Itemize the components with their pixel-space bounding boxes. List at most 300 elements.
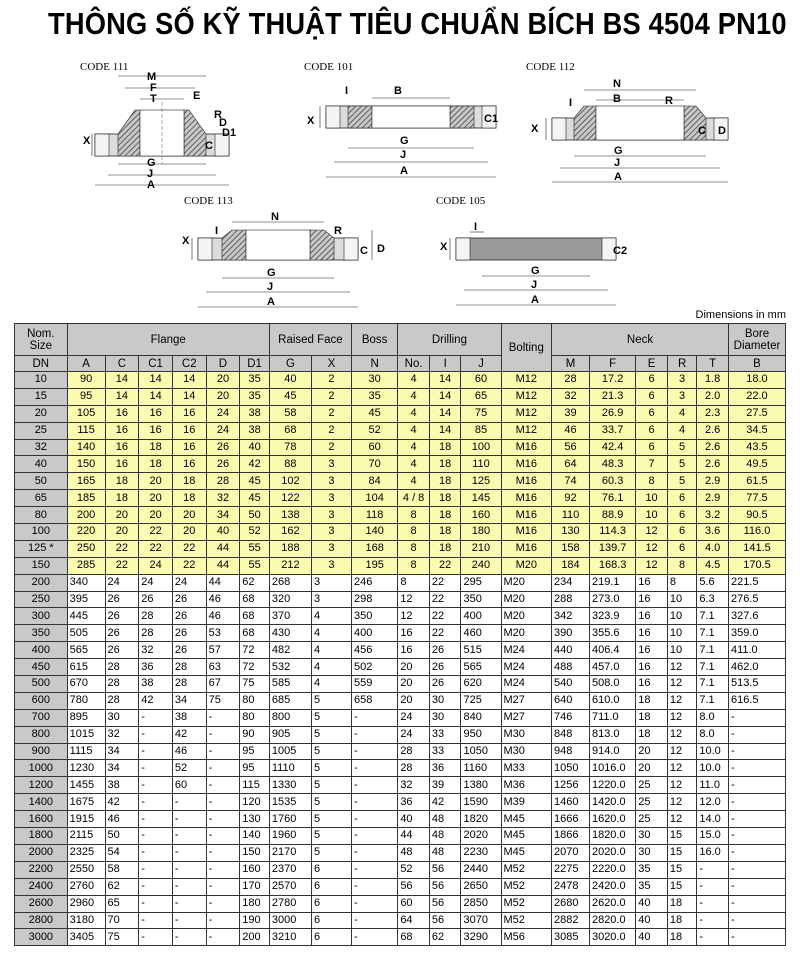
cell-d: - bbox=[206, 878, 240, 895]
cell-a: 2960 bbox=[67, 895, 105, 912]
diagram-label-d1: D1 bbox=[222, 127, 237, 139]
cell-f: 2220.0 bbox=[589, 861, 635, 878]
cell-g: 78 bbox=[269, 439, 311, 456]
cell-b: - bbox=[728, 709, 785, 726]
cell-c2: 14 bbox=[172, 372, 206, 389]
cell-t: 16.0 bbox=[697, 844, 729, 861]
cell-no: 40 bbox=[398, 811, 430, 828]
cell-c: 42 bbox=[105, 794, 139, 811]
header-nom-size: Nom. Size bbox=[15, 324, 68, 356]
col-t: T bbox=[697, 356, 729, 372]
table-row bbox=[15, 811, 786, 828]
cell-n: 52 bbox=[351, 422, 397, 439]
cell-c2: - bbox=[172, 878, 206, 895]
cell-d: - bbox=[206, 929, 240, 946]
cell-g: 122 bbox=[269, 490, 311, 507]
cell-x: 5 bbox=[311, 777, 351, 794]
cell-a: 1015 bbox=[67, 726, 105, 743]
cell-x: 4 bbox=[311, 608, 351, 625]
cell-t: 2.6 bbox=[697, 456, 729, 473]
diagram-label-i: I bbox=[569, 97, 573, 109]
cell-n: 60 bbox=[351, 439, 397, 456]
cell-r: 6 bbox=[667, 507, 696, 524]
cell-a: 90 bbox=[67, 372, 105, 389]
cell-a: 395 bbox=[67, 591, 105, 608]
cell-i: 48 bbox=[429, 828, 461, 845]
col-d1: D1 bbox=[240, 356, 270, 372]
cell-bolting: M12 bbox=[501, 372, 552, 389]
cell-i: 14 bbox=[429, 372, 461, 389]
cell-b: 141.5 bbox=[728, 540, 785, 557]
cell-n: - bbox=[351, 709, 397, 726]
diagram-code-111-name: CODE 111 bbox=[80, 61, 129, 73]
cell-no: 4 bbox=[398, 439, 430, 456]
cell-t: 4.0 bbox=[697, 540, 729, 557]
cell-f: 33.7 bbox=[589, 422, 635, 439]
cell-c: 54 bbox=[105, 844, 139, 861]
cell-x: 6 bbox=[311, 912, 351, 929]
cell-a: 780 bbox=[67, 692, 105, 709]
cell-c1: - bbox=[139, 895, 173, 912]
cell-d: - bbox=[206, 760, 240, 777]
cell-n: 456 bbox=[351, 642, 397, 659]
cell-i: 42 bbox=[429, 794, 461, 811]
cell-m: 130 bbox=[552, 524, 590, 541]
cell-x: 3 bbox=[311, 456, 351, 473]
cell-bolting: M16 bbox=[501, 439, 552, 456]
cell-c1: - bbox=[139, 709, 173, 726]
cell-c2: 28 bbox=[172, 659, 206, 676]
diagram-label-a: A bbox=[531, 294, 539, 306]
cell-m: 1866 bbox=[552, 828, 590, 845]
cell-m: 110 bbox=[552, 507, 590, 524]
cell-b: - bbox=[728, 794, 785, 811]
table-row bbox=[15, 422, 786, 439]
cell-dn: 2600 bbox=[15, 895, 68, 912]
cell-c: 65 bbox=[105, 895, 139, 912]
diagram-label-x: X bbox=[307, 115, 315, 127]
cell-n: - bbox=[351, 811, 397, 828]
cell-m: 46 bbox=[552, 422, 590, 439]
cell-e: 16 bbox=[636, 608, 668, 625]
cell-c2: 14 bbox=[172, 388, 206, 405]
table-row bbox=[15, 929, 786, 946]
cell-t: 11.0 bbox=[697, 777, 729, 794]
cell-a: 2760 bbox=[67, 878, 105, 895]
cell-no: 16 bbox=[398, 625, 430, 642]
cell-t: 14.0 bbox=[697, 811, 729, 828]
cell-t: - bbox=[697, 929, 729, 946]
cell-g: 1330 bbox=[269, 777, 311, 794]
cell-r: 4 bbox=[667, 422, 696, 439]
cell-dn: 1400 bbox=[15, 794, 68, 811]
cell-n: 195 bbox=[351, 557, 397, 574]
cell-d1: 95 bbox=[240, 743, 270, 760]
cell-no: 4 bbox=[398, 456, 430, 473]
table-row bbox=[15, 760, 786, 777]
cell-no: 56 bbox=[398, 878, 430, 895]
cell-c2: - bbox=[172, 895, 206, 912]
cell-g: 188 bbox=[269, 540, 311, 557]
cell-d1: 40 bbox=[240, 439, 270, 456]
cell-m: 1256 bbox=[552, 777, 590, 794]
cell-f: 813.0 bbox=[589, 726, 635, 743]
col-i: I bbox=[429, 356, 461, 372]
cell-f: 219.1 bbox=[589, 574, 635, 591]
cell-m: 342 bbox=[552, 608, 590, 625]
cell-t: 2.3 bbox=[697, 405, 729, 422]
cell-g: 532 bbox=[269, 659, 311, 676]
cell-j: 620 bbox=[461, 676, 501, 693]
cell-e: 16 bbox=[636, 676, 668, 693]
cell-m: 2478 bbox=[552, 878, 590, 895]
cell-b: 327.6 bbox=[728, 608, 785, 625]
cell-no: 4 bbox=[398, 372, 430, 389]
cell-i: 36 bbox=[429, 760, 461, 777]
cell-dn: 1200 bbox=[15, 777, 68, 794]
header-neck: Neck bbox=[552, 324, 729, 356]
cell-c: 34 bbox=[105, 743, 139, 760]
table-row bbox=[15, 878, 786, 895]
cell-t: 7.1 bbox=[697, 676, 729, 693]
cell-c1: 14 bbox=[139, 388, 173, 405]
cell-e: 25 bbox=[636, 777, 668, 794]
cell-i: 30 bbox=[429, 692, 461, 709]
cell-x: 5 bbox=[311, 692, 351, 709]
diagram-label-e: E bbox=[193, 90, 201, 102]
cell-c2: - bbox=[172, 811, 206, 828]
cell-bolting: M12 bbox=[501, 422, 552, 439]
cell-m: 32 bbox=[552, 388, 590, 405]
cell-d: 75 bbox=[206, 692, 240, 709]
cell-d: 34 bbox=[206, 507, 240, 524]
cell-c: 26 bbox=[105, 642, 139, 659]
cell-f: 2020.0 bbox=[589, 844, 635, 861]
cell-d1: 45 bbox=[240, 490, 270, 507]
cell-i: 26 bbox=[429, 676, 461, 693]
col-c: C bbox=[105, 356, 139, 372]
cell-x: 6 bbox=[311, 878, 351, 895]
cell-f: 3020.0 bbox=[589, 929, 635, 946]
cell-j: 725 bbox=[461, 692, 501, 709]
cell-g: 800 bbox=[269, 709, 311, 726]
cell-g: 2570 bbox=[269, 878, 311, 895]
cell-i: 56 bbox=[429, 878, 461, 895]
cell-e: 12 bbox=[636, 524, 668, 541]
cell-x: 4 bbox=[311, 642, 351, 659]
cell-t: 1.8 bbox=[697, 372, 729, 389]
cell-a: 565 bbox=[67, 642, 105, 659]
cell-x: 6 bbox=[311, 929, 351, 946]
cell-m: 848 bbox=[552, 726, 590, 743]
cell-dn: 200 bbox=[15, 574, 68, 591]
cell-m: 948 bbox=[552, 743, 590, 760]
cell-m: 488 bbox=[552, 659, 590, 676]
cell-dn: 900 bbox=[15, 743, 68, 760]
cell-c1: 32 bbox=[139, 642, 173, 659]
cell-dn: 1600 bbox=[15, 811, 68, 828]
diagram-code-105 bbox=[436, 195, 627, 306]
cell-t: 7.1 bbox=[697, 659, 729, 676]
cell-x: 2 bbox=[311, 439, 351, 456]
diagram-label-b: B bbox=[394, 85, 402, 97]
cell-d1: 115 bbox=[240, 777, 270, 794]
cell-g: 58 bbox=[269, 405, 311, 422]
table-row bbox=[15, 490, 786, 507]
cell-c2: 26 bbox=[172, 625, 206, 642]
cell-e: 40 bbox=[636, 912, 668, 929]
cell-no: 4 / 8 bbox=[398, 490, 430, 507]
cell-a: 3180 bbox=[67, 912, 105, 929]
diagram-code-111 bbox=[80, 61, 236, 191]
cell-f: 1016.0 bbox=[589, 760, 635, 777]
cell-dn: 10 bbox=[15, 372, 68, 389]
cell-bolting: M24 bbox=[501, 676, 552, 693]
cell-a: 2115 bbox=[67, 828, 105, 845]
cell-x: 3 bbox=[311, 473, 351, 490]
cell-t: - bbox=[697, 861, 729, 878]
cell-x: 3 bbox=[311, 540, 351, 557]
cell-c1: - bbox=[139, 743, 173, 760]
cell-j: 1160 bbox=[461, 760, 501, 777]
cell-b: 77.5 bbox=[728, 490, 785, 507]
cell-e: 20 bbox=[636, 760, 668, 777]
cell-c1: 22 bbox=[139, 540, 173, 557]
cell-dn: 450 bbox=[15, 659, 68, 676]
diagram-label-g: G bbox=[614, 145, 623, 157]
diagram-label-c: C bbox=[360, 245, 368, 257]
cell-no: 4 bbox=[398, 473, 430, 490]
header-bore-diameter: Bore Diameter bbox=[728, 324, 785, 356]
cell-c2: 16 bbox=[172, 456, 206, 473]
table-row bbox=[15, 861, 786, 878]
cell-b: - bbox=[728, 811, 785, 828]
cell-r: 12 bbox=[667, 794, 696, 811]
cell-a: 115 bbox=[67, 422, 105, 439]
cell-j: 125 bbox=[461, 473, 501, 490]
cell-r: 12 bbox=[667, 777, 696, 794]
cell-d: 26 bbox=[206, 456, 240, 473]
cell-r: 5 bbox=[667, 456, 696, 473]
cell-d: 28 bbox=[206, 473, 240, 490]
diagram-code-101-labels bbox=[307, 85, 498, 177]
cell-d: 53 bbox=[206, 625, 240, 642]
cell-i: 26 bbox=[429, 659, 461, 676]
cell-e: 16 bbox=[636, 625, 668, 642]
cell-bolting: M20 bbox=[501, 625, 552, 642]
cell-a: 445 bbox=[67, 608, 105, 625]
cell-d1: 55 bbox=[240, 540, 270, 557]
cell-n: 400 bbox=[351, 625, 397, 642]
cell-c1: - bbox=[139, 861, 173, 878]
cell-f: 610.0 bbox=[589, 692, 635, 709]
cell-m: 1460 bbox=[552, 794, 590, 811]
cell-d: 44 bbox=[206, 557, 240, 574]
cell-x: 5 bbox=[311, 709, 351, 726]
cell-t: 7.1 bbox=[697, 642, 729, 659]
cell-c1: 24 bbox=[139, 574, 173, 591]
cell-a: 505 bbox=[67, 625, 105, 642]
cell-g: 320 bbox=[269, 591, 311, 608]
cell-e: 6 bbox=[636, 439, 668, 456]
cell-i: 18 bbox=[429, 456, 461, 473]
cell-f: 323.9 bbox=[589, 608, 635, 625]
cell-n: - bbox=[351, 878, 397, 895]
cell-i: 14 bbox=[429, 405, 461, 422]
cell-e: 12 bbox=[636, 557, 668, 574]
cell-d: 32 bbox=[206, 490, 240, 507]
cell-x: 2 bbox=[311, 405, 351, 422]
cell-dn: 400 bbox=[15, 642, 68, 659]
cell-d1: 38 bbox=[240, 405, 270, 422]
cell-c1: 14 bbox=[139, 372, 173, 389]
cell-b: 18.0 bbox=[728, 372, 785, 389]
cell-c1: 28 bbox=[139, 625, 173, 642]
cell-x: 6 bbox=[311, 895, 351, 912]
cell-i: 18 bbox=[429, 540, 461, 557]
cell-bolting: M16 bbox=[501, 456, 552, 473]
cell-d1: 35 bbox=[240, 388, 270, 405]
cell-c: 22 bbox=[105, 557, 139, 574]
cell-e: 16 bbox=[636, 574, 668, 591]
cell-a: 285 bbox=[67, 557, 105, 574]
cell-c1: 16 bbox=[139, 422, 173, 439]
cell-c2: 60 bbox=[172, 777, 206, 794]
cell-i: 56 bbox=[429, 912, 461, 929]
diagram-label-j: J bbox=[147, 168, 154, 180]
col-b: B bbox=[728, 356, 785, 372]
cell-c: 30 bbox=[105, 709, 139, 726]
cell-j: 2850 bbox=[461, 895, 501, 912]
cell-t: 7.1 bbox=[697, 625, 729, 642]
cell-d1: 80 bbox=[240, 692, 270, 709]
cell-c: 34 bbox=[105, 760, 139, 777]
table-row bbox=[15, 743, 786, 760]
cell-g: 1960 bbox=[269, 828, 311, 845]
cell-no: 8 bbox=[398, 524, 430, 541]
cell-m: 64 bbox=[552, 456, 590, 473]
diagram-label-i: I bbox=[215, 225, 219, 237]
diagram-code-105-labels bbox=[440, 221, 627, 306]
cell-d1: 180 bbox=[240, 895, 270, 912]
cell-bolting: M30 bbox=[501, 743, 552, 760]
diagram-label-n: N bbox=[613, 78, 621, 90]
diagram-label-x: X bbox=[182, 235, 190, 247]
diagram-label-a: A bbox=[267, 296, 275, 308]
cell-g: 905 bbox=[269, 726, 311, 743]
cell-x: 5 bbox=[311, 844, 351, 861]
cell-b: 49.5 bbox=[728, 456, 785, 473]
cell-c1: 22 bbox=[139, 524, 173, 541]
cell-c: 18 bbox=[105, 473, 139, 490]
cell-a: 1675 bbox=[67, 794, 105, 811]
cell-c: 18 bbox=[105, 490, 139, 507]
cell-n: - bbox=[351, 777, 397, 794]
cell-j: 180 bbox=[461, 524, 501, 541]
cell-i: 22 bbox=[429, 557, 461, 574]
cell-c: 22 bbox=[105, 540, 139, 557]
cell-c1: - bbox=[139, 760, 173, 777]
cell-e: 10 bbox=[636, 490, 668, 507]
col-m: M bbox=[552, 356, 590, 372]
cell-f: 21.3 bbox=[589, 388, 635, 405]
cell-x: 3 bbox=[311, 490, 351, 507]
diagram-label-r: R bbox=[334, 225, 342, 237]
cell-c: 24 bbox=[105, 574, 139, 591]
cell-c1: - bbox=[139, 912, 173, 929]
cell-r: 15 bbox=[667, 878, 696, 895]
cell-c2: 34 bbox=[172, 692, 206, 709]
cell-f: 76.1 bbox=[589, 490, 635, 507]
diagram-label-d: D bbox=[718, 125, 726, 137]
cell-e: 30 bbox=[636, 844, 668, 861]
cell-d: - bbox=[206, 811, 240, 828]
cell-t: 6.3 bbox=[697, 591, 729, 608]
cell-c2: 22 bbox=[172, 557, 206, 574]
cell-c1: - bbox=[139, 794, 173, 811]
cell-e: 12 bbox=[636, 540, 668, 557]
cell-x: 2 bbox=[311, 372, 351, 389]
cell-d: 44 bbox=[206, 540, 240, 557]
cell-b: 43.5 bbox=[728, 439, 785, 456]
cell-i: 14 bbox=[429, 422, 461, 439]
cell-t: 2.0 bbox=[697, 388, 729, 405]
cell-d1: 160 bbox=[240, 861, 270, 878]
cell-c: 20 bbox=[105, 524, 139, 541]
cell-b: 34.5 bbox=[728, 422, 785, 439]
diagram-code-113 bbox=[182, 195, 385, 308]
diagram-label-n: N bbox=[271, 211, 279, 223]
cell-j: 110 bbox=[461, 456, 501, 473]
cell-n: - bbox=[351, 912, 397, 929]
cell-a: 2325 bbox=[67, 844, 105, 861]
cell-d: - bbox=[206, 709, 240, 726]
cell-c: 26 bbox=[105, 625, 139, 642]
cell-dn: 80 bbox=[15, 507, 68, 524]
cell-c1: - bbox=[139, 777, 173, 794]
cell-d1: 190 bbox=[240, 912, 270, 929]
cell-f: 17.2 bbox=[589, 372, 635, 389]
cell-t: 2.9 bbox=[697, 473, 729, 490]
cell-m: 540 bbox=[552, 676, 590, 693]
cell-m: 440 bbox=[552, 642, 590, 659]
cell-bolting: M36 bbox=[501, 777, 552, 794]
cell-i: 18 bbox=[429, 473, 461, 490]
cell-bolting: M45 bbox=[501, 811, 552, 828]
cell-n: - bbox=[351, 929, 397, 946]
cell-c2: 16 bbox=[172, 422, 206, 439]
cell-d1: 52 bbox=[240, 524, 270, 541]
table-row bbox=[15, 540, 786, 557]
cell-no: 32 bbox=[398, 777, 430, 794]
cell-e: 25 bbox=[636, 794, 668, 811]
cell-d1: 68 bbox=[240, 608, 270, 625]
cell-e: 18 bbox=[636, 692, 668, 709]
cell-c1: 20 bbox=[139, 490, 173, 507]
cell-b: - bbox=[728, 929, 785, 946]
cell-r: 18 bbox=[667, 912, 696, 929]
cell-dn: 350 bbox=[15, 625, 68, 642]
cell-c1: 20 bbox=[139, 507, 173, 524]
diagram-label-a: A bbox=[614, 171, 622, 183]
cell-m: 92 bbox=[552, 490, 590, 507]
cell-j: 65 bbox=[461, 388, 501, 405]
cell-e: 10 bbox=[636, 507, 668, 524]
cell-dn: 600 bbox=[15, 692, 68, 709]
cell-f: 42.4 bbox=[589, 439, 635, 456]
cell-f: 914.0 bbox=[589, 743, 635, 760]
cell-g: 3210 bbox=[269, 929, 311, 946]
